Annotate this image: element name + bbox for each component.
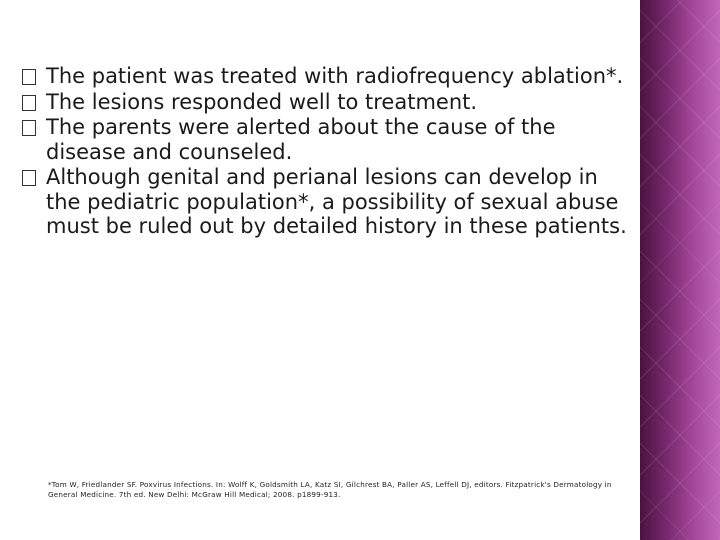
slide-content [22,64,632,240]
bullet-text: The lesions responded well to treatment. [46,89,478,114]
bullet-list [22,64,632,239]
reference-footnote: *Tom W, Friedlander SF. Poxvirus Infections. In: Wolff K, Goldsmith LA, Katz SI, Gilchrest BA, Paller AS, Leffell DJ, editors. Fitzpatrick's Dermatology in General Medicine. 7th ed. New Delhi: McGraw Hill Medical; 2008. p1899-913. [48,480,612,499]
checkbox-bullet-icon [22,69,36,85]
decorative-sidebar [640,0,720,540]
bullet-item [22,165,632,239]
bullet-text: Although genital and perianal lesions can develop in the pediatric population*, a possibility of sexual abuse must be ruled out by detailed history in these patients. [46,165,627,238]
bullet-item [22,115,632,164]
bullet-text: The parents were alerted about the cause of the disease and counseled. [46,115,556,164]
checkbox-bullet-icon [22,95,36,111]
bullet-item [22,64,632,89]
bullet-text: The patient was treated with radiofrequency ablation*. [46,64,624,88]
checkbox-bullet-icon [22,170,36,186]
bullet-item [22,90,632,115]
checkbox-bullet-icon [22,120,36,136]
